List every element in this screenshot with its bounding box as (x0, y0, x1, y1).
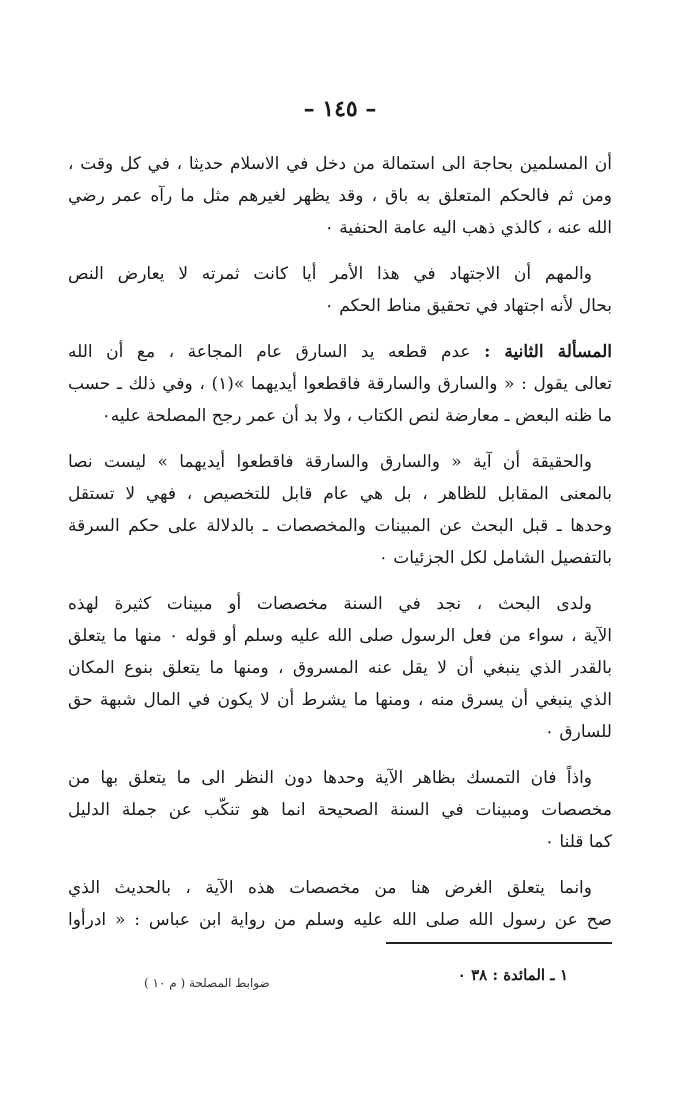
paragraph (68, 148, 612, 244)
text-line: مخصصات ومبينات في السنة الصحيحة انما هو تنكّب عن جملة الدليل (68, 800, 612, 820)
signature-mark: ضوابط المصلحة ( م ١٠ ) (144, 976, 270, 990)
text-line: تعالى يقول : « والسارق والسارقة فاقطعوا أيديهما »(١) ، وفي ذلك ـ حسب (68, 374, 612, 394)
text-line: وحدها ـ قبل البحث عن المبينات والمخصصات ـ بالدلالة على حكم السرقة (68, 516, 612, 536)
text-line: وانما يتعلق الغرض هنا من مخصصات هذه الآية ، بالحديث الذي (68, 878, 592, 898)
paragraph (68, 446, 612, 574)
text-line: ومن ثم فالحكم المتعلق به باق ، وقد يظهر لغيرهم مثل ما رآه عمر رضي (68, 186, 612, 206)
paragraph (68, 258, 612, 322)
body-text (68, 148, 612, 950)
text-line: أن المسلمين بحاجة الى استمالة من دخل في الاسلام حديثا ، في كل وقت ، (68, 154, 612, 174)
text-line: بحال لأنه اجتهاد في تحقيق مناط الحكم ٠ (324, 296, 612, 316)
text-line: صح عن رسول الله صلى الله عليه وسلم من رواية ابن عباس : « ادرأوا (68, 910, 612, 930)
paragraph (68, 588, 612, 748)
text-line: الآية ، سواء من فعل الرسول صلى الله عليه وسلم أو قوله ٠ منها ما يتعلق (68, 626, 612, 646)
text-line: بالقدر الذي ينبغي أن لا يقل عنه المسروق ، ومنها ما يتعلق بنوع المكان (68, 658, 612, 678)
footnote-divider (386, 942, 612, 944)
footnote: ١ ـ المائدة : ٣٨ ٠ (457, 966, 568, 984)
text-line: كما قلنا ٠ (544, 832, 612, 852)
paragraph (68, 872, 612, 936)
text-line: الذي ينبغي أن يسرق منه ، ومنها ما يشرط أن لا يكون في المال شبهة حق (68, 690, 612, 710)
text-line: واذاً فان التمسك بظاهر الآية وحدها دون النظر الى ما يتعلق بها من (68, 768, 592, 788)
paragraph (68, 336, 612, 432)
paragraph (68, 762, 612, 858)
issue-heading: المسألة الثانية : (484, 342, 612, 362)
text-line: والحقيقة أن آية « والسارق والسارقة فاقطعوا أيديهما » ليست نصا (68, 452, 592, 472)
text-line: ما ظنه البعض ـ معارضة لنص الكتاب ، ولا بد أن عمر رجح المصلحة عليه٠ (101, 406, 612, 426)
text-line: ولدى البحث ، نجد في السنة مخصصات أو مبينات كثيرة لهذه (68, 594, 592, 614)
page-number: – ١٤٥ – (303, 96, 377, 122)
text-line: الله عنه ، كالذي ذهب اليه عامة الحنفية ٠ (324, 218, 612, 238)
text-run: عدم قطعه يد السارق عام المجاعة ، مع أن الله (68, 342, 485, 362)
text-line (68, 336, 612, 368)
text-line: للسارق ٠ (544, 722, 612, 742)
text-line: بالتفصيل الشامل لكل الجزئيات ٠ (378, 548, 612, 568)
text-line: والمهم أن الاجتهاد في هذا الأمر أيا كانت ثمرته لا يعارض النص (68, 264, 592, 284)
text-line: بالمعنى المقابل للظاهر ، بل هي عام قابل للتخصيص ، فهي لا تستقل (68, 484, 612, 504)
